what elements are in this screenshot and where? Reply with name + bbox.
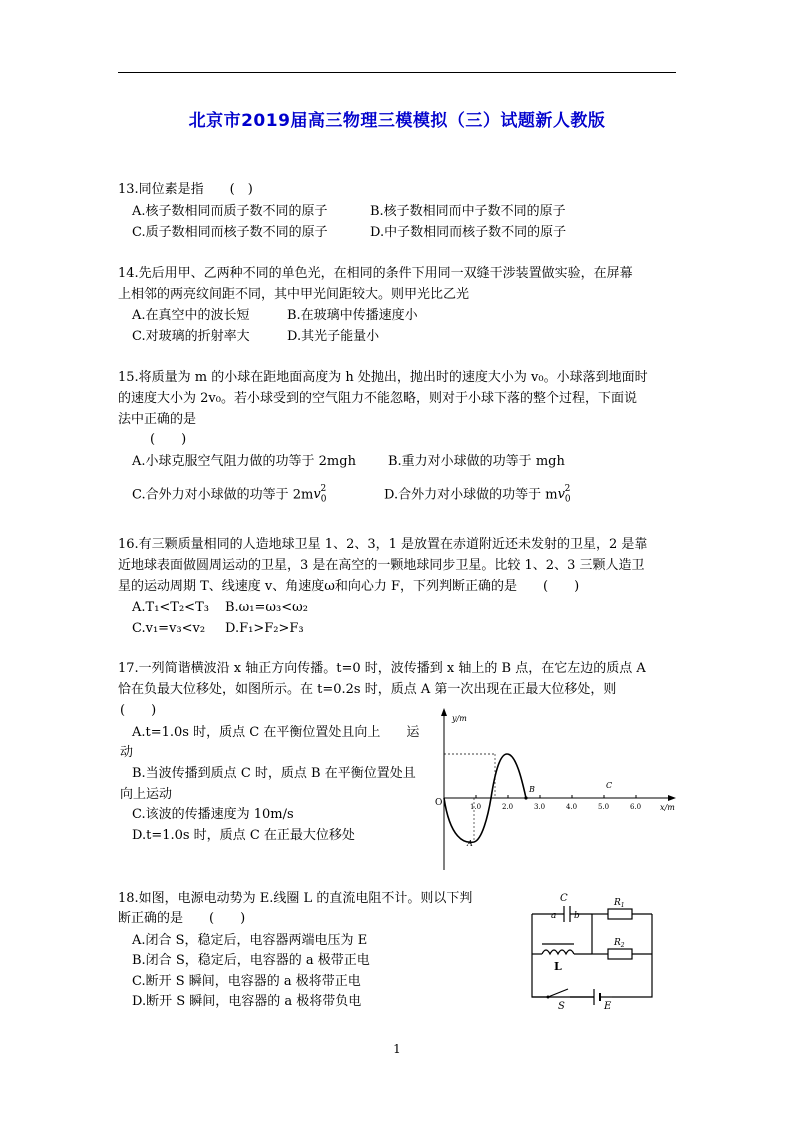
q15-line3: 法中正确的是 (118, 412, 197, 427)
q17-option-b-line1: B.当波传播到质点 C 时，质点 B 在平衡位置处且 (132, 766, 416, 781)
q16-line1: 16.有三颗质量相同的人造地球卫星 1、2、3，1 是放置在赤道附近还未发射的卫星，2 是靠 (118, 537, 648, 552)
q15-line1: 15.将质量为 m 的小球在距地面高度为 h 处抛出，抛出时的速度大小为 v₀。小球落到地面时 (118, 370, 648, 385)
q17-line1: 17.一列简谐横波沿 x 轴正方向传播。t=0 时，波传播到 x 轴上的 B 点，在它左边的质点 A (118, 661, 646, 676)
q14-option-d: D.其光子能量小 (287, 329, 380, 344)
q17-paren: ( ) (120, 703, 157, 718)
resistor-r1 (608, 909, 632, 919)
wave-point-a: A (467, 839, 473, 848)
q17-option-a-line1: A.t=1.0s 时，质点 C 在平衡位置处且向上 运 (132, 725, 420, 740)
q13-option-c: C.质子数相同而核子数不同的原子 (132, 225, 328, 240)
circuit-left-wire (532, 914, 594, 997)
q16-option-a: A.T₁<T₂<T₃ (132, 600, 209, 615)
wave-tick-label: 4.0 (566, 803, 578, 811)
label-c: C (560, 893, 568, 904)
wave-x-arrow (668, 795, 676, 801)
q16-option-b: B.ω₁=ω₃<ω₂ (225, 600, 308, 615)
q13-stem: 13.同位素是指 ( ) (118, 182, 253, 197)
q14-option-c: C.对玻璃的折射率大 (132, 329, 250, 344)
wave-dot-b (524, 796, 527, 799)
wave-tick-label: 5.0 (598, 803, 610, 811)
q15-option-c-v: $v_0^2$ (313, 484, 327, 505)
q18-line1: 18.如图，电源电动势为 E.线圈 L 的直流电阻不计。则以下判 (118, 891, 473, 906)
q18-option-c: C.断开 S 瞬间，电容器的 a 极将带正电 (132, 974, 361, 989)
q16-line3: 星的运动周期 T、线速度 v、角速度ω和向心力 F，下列判断正确的是 ( ) (118, 579, 580, 594)
label-s: S (558, 1001, 565, 1010)
label-r2: $R_2$ (614, 938, 625, 949)
q14-line1: 14.先后用甲、乙两种不同的单色光，在相同的条件下用同一双缝干涉装置做实验，在屏幕 (118, 266, 633, 281)
q15-option-d-text: D.合外力对小球做的功等于 m (384, 487, 558, 503)
q15-option-c-text: C.合外力对小球做的功等于 2m (132, 487, 314, 503)
q15-option-a: A.小球克服空气阻力做的功等于 2mgh (132, 454, 356, 469)
q16-option-c: C.v₁=v₃<v₂ (132, 621, 206, 636)
q17-option-a-line2: 动 (120, 745, 134, 760)
page-title: 北京市2019届高三物理三模模拟（三）试题新人教版 (188, 111, 606, 131)
q15-line2: 的速度大小为 2v₀。若小球受到的空气阻力不能忽略，则对于小球下落的整个过程，下面说 (118, 391, 637, 406)
wave-origin: O (435, 798, 443, 808)
inductor-coil (542, 950, 574, 954)
switch-pivot (547, 996, 550, 999)
q18-line2: 断正确的是 ( ) (118, 911, 246, 926)
q14-option-b: B.在玻璃中传播速度小 (287, 308, 418, 323)
wave-tick-label: 6.0 (630, 803, 642, 811)
q15-option-c (132, 482, 332, 509)
q15-option-b: B.重力对小球做的功等于 mgh (388, 454, 565, 469)
circuit-figure (524, 892, 664, 1010)
wave-figure (432, 706, 680, 872)
header-rule (118, 72, 676, 73)
wave-tick-label: 1.0 (470, 803, 482, 811)
q13-option-b: B.核子数相同而中子数不同的原子 (370, 204, 566, 219)
q15-paren: ( ) (150, 432, 187, 447)
wave-x-label: x/m (660, 803, 675, 812)
q13-option-d: D.中子数相同而核子数不同的原子 (370, 225, 567, 240)
wave-y-label: y/m (452, 714, 467, 723)
q15-option-d-v: $v_0^2$ (557, 484, 571, 505)
q15-option-d (384, 482, 576, 509)
q14-line2: 上相邻的两亮纹间距不同，其中甲光间距较大。则甲光比乙光 (118, 287, 470, 302)
wave-point-c: C (606, 781, 613, 790)
label-b: b (574, 911, 580, 921)
q17-option-d: D.t=1.0s 时，质点 C 在正最大位移处 (132, 828, 355, 843)
switch-s (548, 989, 568, 997)
label-a: a (551, 911, 557, 921)
wave-ticks (470, 795, 641, 811)
resistor-r2 (608, 949, 632, 959)
q17-line2: 恰在负最大位移处，如图所示。在 t=0.2s 时，质点 A 第一次出现在正最大位移处，则 (118, 682, 617, 697)
label-l: L (554, 960, 562, 973)
q16-option-d: D.F₁>F₂>F₃ (225, 621, 304, 636)
q18-option-a: A.闭合 S，稳定后，电容器两端电压为 E (132, 933, 368, 948)
q13-option-a: A.核子数相同而质子数不同的原子 (132, 204, 328, 219)
q16-line2: 近地球表面做圆周运动的卫星，3 是在高空的一颗地球同步卫星。比较 1、2、3 三颗人造卫 (118, 558, 645, 573)
wave-y-arrow (441, 708, 447, 716)
label-e: E (604, 1001, 612, 1010)
q17-option-b-line2: 向上运动 (120, 787, 173, 802)
page-number: 1 (393, 1042, 401, 1056)
label-r1: $R_1$ (614, 898, 625, 909)
q17-option-c: C.该波的传播速度为 10m/s (132, 807, 294, 822)
q14-option-a: A.在真空中的波长短 (132, 308, 250, 323)
wave-tick-label: 2.0 (502, 803, 514, 811)
wave-tick-label: 3.0 (534, 803, 546, 811)
q18-option-b: B.闭合 S，稳定后，电容器的 a 极带正电 (132, 953, 370, 968)
q18-option-d: D.断开 S 瞬间，电容器的 a 极将带负电 (132, 994, 362, 1009)
wave-point-b: B (529, 785, 535, 794)
